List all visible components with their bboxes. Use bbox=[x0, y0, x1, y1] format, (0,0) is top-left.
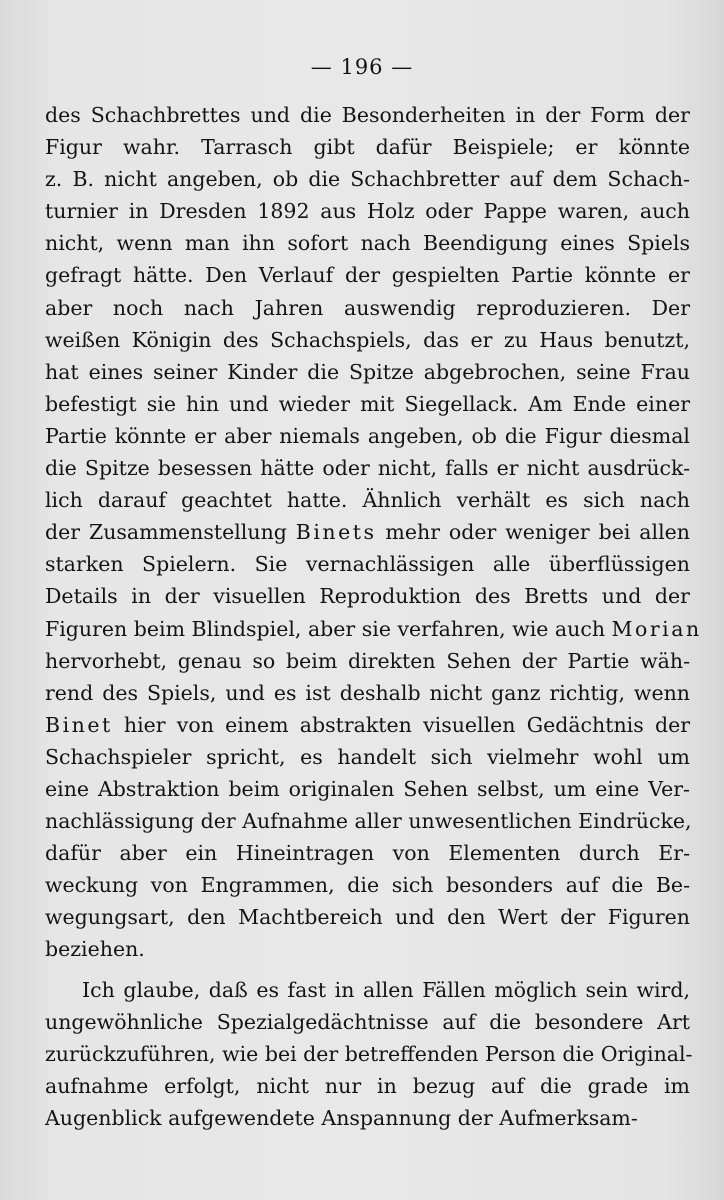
text-segment: Figuren beim Blindspiel, aber sie verfahren, wie auch bbox=[45, 616, 612, 641]
text-line bbox=[45, 805, 690, 837]
text-segment: hier von einem abstrakten visuellen Gedächtnis der bbox=[112, 712, 690, 737]
text-segment: turnier in Dresden 1892 aus Holz oder Pappe waren, auch bbox=[45, 199, 690, 224]
text-line bbox=[45, 1070, 690, 1102]
text-segment: gefragt hätte. Den Verlauf der gespielten Partie könnte er bbox=[45, 263, 690, 288]
emphasized-name: Binet bbox=[45, 712, 113, 737]
text-line bbox=[45, 580, 690, 612]
text-segment: befestigt sie hin und wieder mit Siegellack. Am Ende einer bbox=[45, 391, 690, 416]
text-line bbox=[45, 259, 690, 291]
text-line bbox=[45, 677, 690, 709]
text-segment: eine Abstraktion beim originalen Sehen selbst, um eine Ver- bbox=[45, 776, 690, 801]
text-line bbox=[45, 516, 690, 548]
text-segment: Schachspieler spricht, es handelt sich vielmehr wohl um bbox=[45, 744, 690, 769]
text-line bbox=[45, 709, 690, 741]
text-segment: nachlässigung der Aufnahme aller unwesentlichen Eindrücke, bbox=[45, 809, 692, 834]
text-line bbox=[45, 1006, 690, 1038]
text-line bbox=[45, 324, 690, 356]
text-segment: z. B. nicht angeben, ob die Schachbretter auf dem Schach- bbox=[45, 167, 690, 192]
text-segment: nicht, wenn man ihn sofort nach Beendigung eines Spiels bbox=[45, 231, 690, 256]
text-segment: starken Spielern. Sie vernachlässigen alle überflüssigen bbox=[45, 552, 690, 577]
text-line bbox=[45, 548, 690, 580]
text-segment: der Zusammenstellung bbox=[45, 520, 296, 545]
text-segment: ungewöhnliche Spezialgedächtnisse auf die besondere Art bbox=[45, 1009, 690, 1034]
paragraph-gap bbox=[45, 966, 690, 974]
text-segment: die Spitze besessen hätte oder nicht, falls er nicht ausdrück- bbox=[45, 456, 690, 481]
text-line bbox=[45, 1038, 693, 1070]
page-number: — 196 — bbox=[310, 55, 414, 79]
text-segment: Details in der visuellen Reproduktion des Bretts und der bbox=[45, 584, 690, 609]
text-line bbox=[45, 645, 690, 677]
text-line bbox=[45, 837, 690, 869]
emphasized-name: Morian bbox=[611, 616, 702, 641]
text-segment: beziehen. bbox=[45, 937, 145, 962]
text-segment: Ich glaube, daß es fast in allen Fällen möglich sein wird, bbox=[82, 977, 690, 1002]
text-line bbox=[45, 974, 690, 1006]
text-segment: weckung von Engrammen, die sich besonders auf die Be- bbox=[45, 873, 690, 898]
emphasized-name: Binets bbox=[295, 520, 377, 545]
text-segment: aber noch nach Jahren auswendig reproduzieren. Der bbox=[45, 295, 690, 320]
text-line bbox=[45, 452, 690, 484]
text-segment: dafür aber ein Hineintragen von Elementen durch Er- bbox=[45, 841, 690, 866]
text-segment: weißen Königin des Schachspiels, das er zu Haus benutzt, bbox=[45, 327, 690, 352]
text-segment: Augenblick aufgewendete Anspannung der Aufmerksam- bbox=[45, 1105, 638, 1130]
text-line bbox=[45, 901, 690, 933]
body-text bbox=[45, 99, 702, 1134]
text-line bbox=[45, 420, 690, 452]
text-line bbox=[45, 292, 690, 324]
text-line bbox=[45, 195, 690, 227]
paragraph-2 bbox=[45, 974, 693, 1134]
text-segment: lich darauf geachtet hatte. Ähnlich verhält es sich nach bbox=[45, 488, 690, 513]
text-line bbox=[45, 163, 690, 195]
text-segment: des Schachbrettes und die Besonderheiten in der Form der bbox=[45, 103, 690, 127]
text-line bbox=[45, 613, 702, 645]
text-line bbox=[45, 131, 690, 163]
paragraph-1 bbox=[45, 99, 702, 966]
text-segment: aufnahme erfolgt, nicht nur in bezug auf die grade im bbox=[45, 1073, 690, 1098]
text-line bbox=[45, 869, 690, 901]
text-segment: mehr oder weniger bei allen bbox=[376, 520, 690, 545]
text-line bbox=[45, 356, 690, 388]
text-segment: hat eines seiner Kinder die Spitze abgebrochen, seine Frau bbox=[45, 359, 690, 384]
text-segment: rend des Spiels, und es ist deshalb nicht ganz richtig, wenn bbox=[45, 680, 690, 705]
text-line bbox=[45, 773, 690, 805]
text-line bbox=[45, 1102, 690, 1134]
text-line bbox=[45, 99, 690, 131]
text-segment: Figur wahr. Tarrasch gibt dafür Beispiele; er könnte bbox=[45, 135, 690, 160]
text-line bbox=[45, 227, 690, 259]
text-line bbox=[45, 741, 690, 773]
text-segment: hervorhebt, genau so beim direkten Sehen der Partie wäh- bbox=[45, 648, 690, 673]
text-line bbox=[45, 933, 690, 965]
text-segment: wegungsart, den Machtbereich und den Wert der Figuren bbox=[45, 905, 690, 930]
text-line bbox=[45, 388, 690, 420]
text-segment: zurückzuführen, wie bei der betreffenden Person die Original- bbox=[45, 1041, 693, 1066]
text-line bbox=[45, 484, 690, 516]
text-segment: Partie könnte er aber niemals angeben, ob die Figur diesmal bbox=[45, 423, 690, 448]
